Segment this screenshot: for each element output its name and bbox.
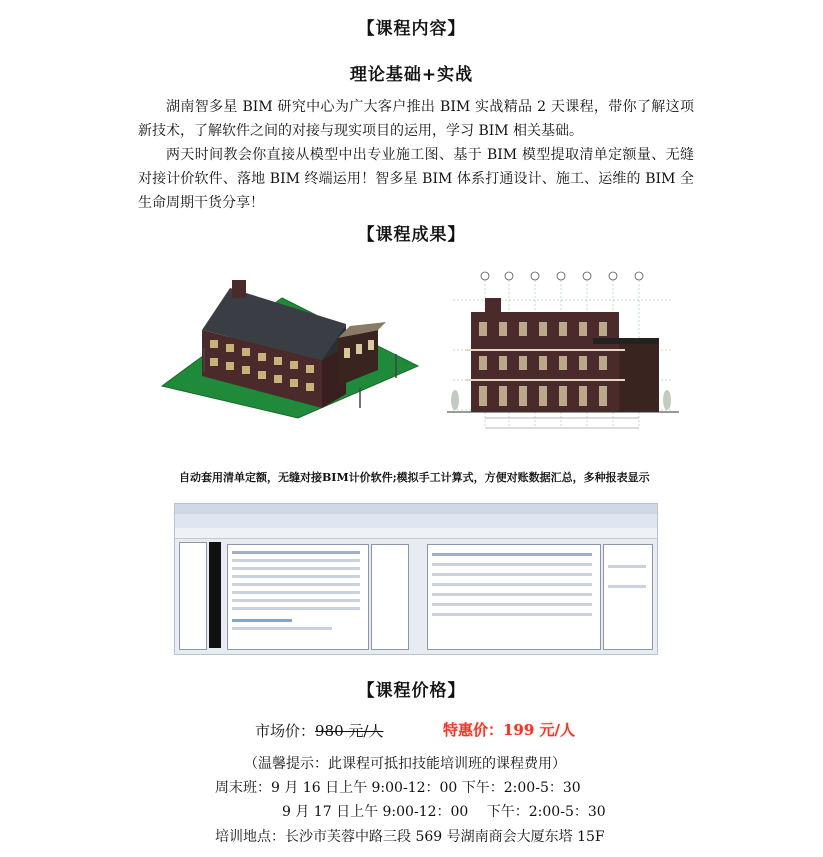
bim-elevation-drawing-image [443,268,685,446]
software-screenshot-caption: 自动套用清单定额，无缝对接BIM计价软件;模拟手工计算式，方便对账数据汇总，多种报表显示 [179,471,650,484]
software-screenshot-image [174,503,658,655]
weekend-schedule-day2: 9 月 17 日上午 9:00-12：00 下午：2:00-5：30 [282,804,606,820]
course-subheading: 理论基础+实战 [349,65,474,85]
course-price-heading: 【课程价格】 [357,681,466,701]
course-results-heading: 【课程成果】 [357,225,466,245]
market-price-label: 市场价： [255,722,316,740]
training-location: 培训地点：长沙市芙蓉中路三段 569 号湖南商会大厦东塔 15F [215,829,605,845]
intro-paragraph-2: 两天时间教会你直接从模型中出专业施工图、基于 BIM 模型提取清单定额量、无缝对接计价软件、落地 BIM 终端运用！智多星 BIM 体系打通设计、施工、运维的 BIM 全生命周期干货分享！ [138,147,694,211]
market-price-value: 980 元/人 [315,722,384,740]
course-content-heading: 【课程内容】 [357,19,466,39]
bim-3d-model-image [160,268,422,420]
intro-paragraph-1: 湖南智多星 BIM 研究中心为广大客户推出 BIM 实战精品 2 天课程，带你了解这项新技术，了解软件之间的对接与现实项目的运用，学习 BIM 相关基础。 [138,99,694,139]
price-tip: （温馨提示：此课程可抵扣技能培训班的课程费用） [244,756,566,772]
weekend-schedule-day1: 周末班：9 月 16 日上午 9:00-12：00 下午：2:00-5：30 [215,780,581,796]
special-price: 特惠价：199 元/人 [443,721,576,739]
